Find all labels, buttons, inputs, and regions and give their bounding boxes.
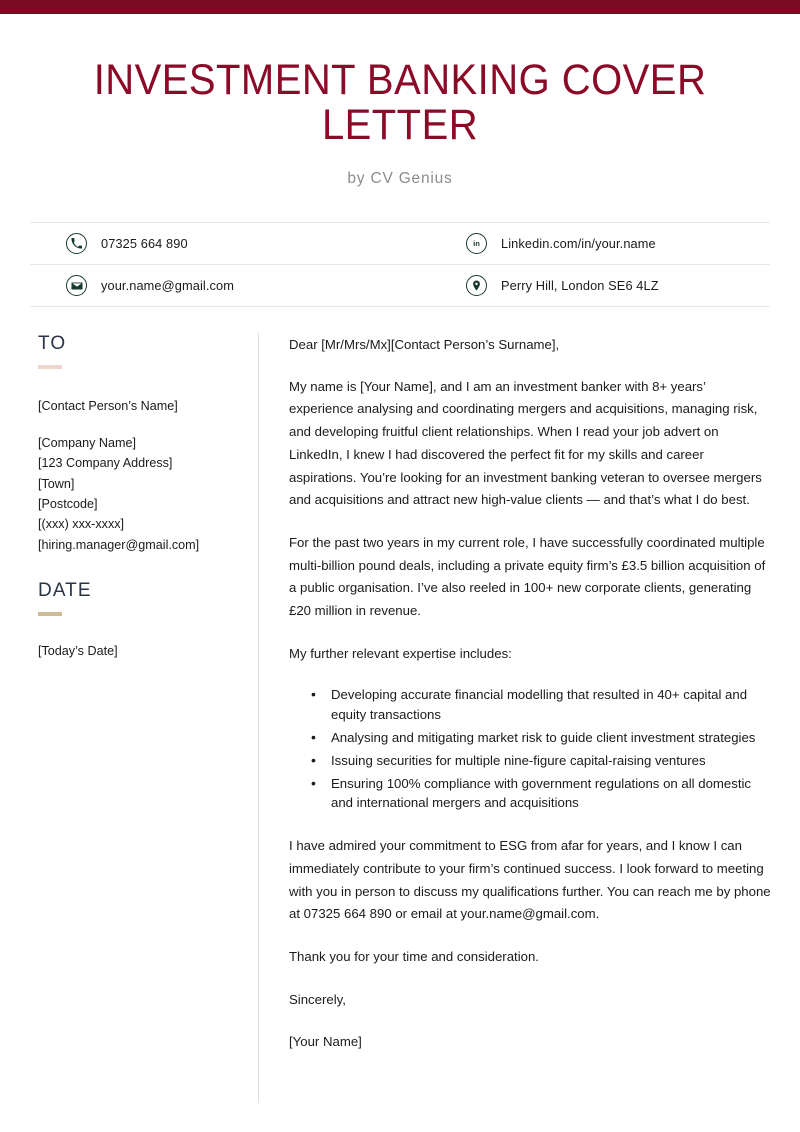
contact-item-email[interactable]: [30, 275, 400, 296]
date-heading-rule: [38, 612, 62, 616]
list-item: • Developing accurate financial modelling that resulted in 40+ capital and equity transactions: [311, 685, 772, 725]
sign-off: Sincerely,: [289, 991, 346, 1007]
contact-block: [30, 222, 770, 307]
address-line: [Postcode]: [38, 496, 98, 511]
date-heading: DATE: [38, 580, 92, 602]
contact-item-linkedin[interactable]: [400, 233, 770, 254]
page-title: INVESTMENT BANKING COVER LETTER: [93, 56, 707, 150]
paragraph-1: My name is [Your Name], and I am an investment banker with 8+ years’ experience analysing and coordinating mergers and acquisitions, managing risk, and developing fruitful client relationships. When I read your job advert on LinkedIn, I knew I had discovered the perfect fit for my skills and career aspirations. You’re looking for an investment banking veteran to oversee mergers and acquisitions and attract new high-value clients — and that’s what I do best.: [289, 378, 762, 508]
location-text: Perry Hill, London SE6 4LZ: [501, 278, 659, 294]
list-item: • Issuing securities for multiple nine-figure capital-raising ventures: [311, 751, 772, 771]
paragraph-3: I have admired your commitment to ESG from afar for years, and I know I can immediately contribute to your firm’s continued success. I look forward to meeting with you in person to discuss my qualifications further. You can reach me by phone at 07325 664 890 or email at your.name@gmail.com.: [289, 838, 771, 922]
email-text: your.name@gmail.com: [101, 278, 234, 294]
thanks-line: Thank you for your time and consideration.: [289, 949, 539, 965]
signature-name: [Your Name]: [289, 1034, 362, 1050]
contact-row: [30, 223, 770, 265]
svg-text:in: in: [473, 239, 480, 249]
byline: by CV Genius: [347, 170, 453, 188]
address-line: [hiring.manager@gmail.com]: [38, 537, 200, 552]
recipient-name: [Contact Person’s Name]: [38, 399, 178, 414]
document-body: [0, 333, 800, 1103]
sidebar: [38, 333, 258, 1103]
contact-row: [30, 265, 770, 307]
list-item: • Analysing and mitigating market risk to guide client investment strategies: [311, 728, 772, 748]
linkedin-icon: [466, 233, 487, 254]
letter-body: [259, 333, 772, 1103]
list-item: • Ensuring 100% compliance with government regulations on all domestic and international mergers and acquisitions: [311, 774, 772, 814]
list-intro: My further relevant expertise includes:: [289, 645, 512, 661]
linkedin-text: Linkedin.com/in/your.name: [501, 236, 656, 252]
date-value: [Today’s Date]: [38, 644, 118, 659]
salutation: Dear [Mr/Mrs/Mx][Contact Person’s Surname],: [289, 337, 560, 353]
location-pin-icon: [466, 275, 487, 296]
paragraph-2: For the past two years in my current role, I have successfully coordinated multiple multi-billion pound deals, including a private equity firm’s £3.5 billion acquisition of a public organisation. I’ve also reeled in 100+ new corporate clients, generating £20 million in revenue.: [289, 534, 766, 619]
address-line: [Town]: [38, 476, 75, 491]
phone-icon: [66, 233, 87, 254]
to-group: [38, 333, 240, 555]
date-group: [38, 580, 240, 658]
address-line: [(xxx) xxx-xxxx]: [38, 517, 125, 532]
document-header: [0, 14, 800, 188]
address-line: [Company Name]: [38, 435, 136, 450]
contact-item-phone[interactable]: [30, 233, 400, 254]
phone-text: 07325 664 890: [101, 236, 188, 252]
email-icon: [66, 275, 87, 296]
top-accent-bar: [0, 0, 800, 14]
expertise-list: [289, 685, 772, 813]
to-heading: TO: [38, 333, 67, 355]
contact-item-location[interactable]: [400, 275, 770, 296]
to-heading-rule: [38, 365, 62, 369]
recipient-address: [38, 433, 240, 555]
address-line: [123 Company Address]: [38, 456, 173, 471]
